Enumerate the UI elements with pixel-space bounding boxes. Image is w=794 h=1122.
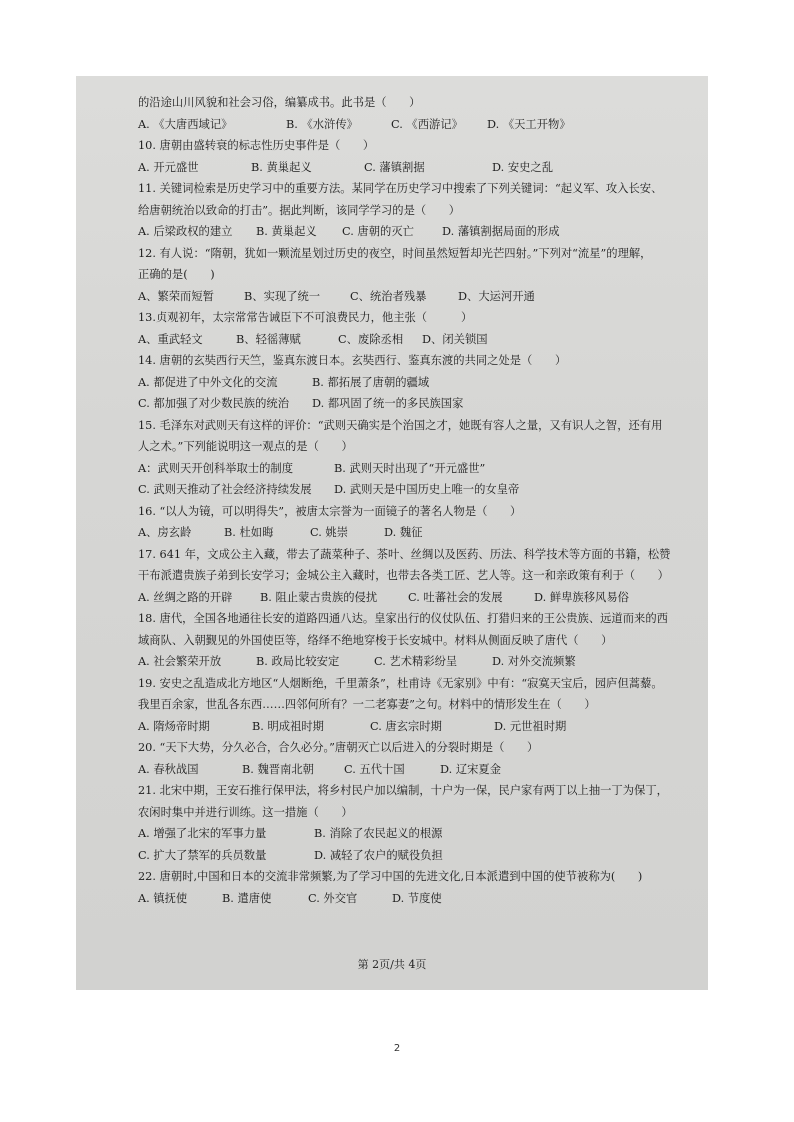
q22-option-b: B. 遣唐使 — [222, 891, 272, 905]
q17-option-d: D. 鲜卑族移风易俗 — [534, 590, 629, 604]
q19-option-d: D. 元世祖时期 — [494, 719, 567, 733]
q10-stem: 10. 唐朝由盛转衰的标志性历史事件是（ ） — [138, 139, 375, 152]
q11-option-c: C. 唐朝的灭亡 — [342, 225, 414, 238]
q12-option-d: D、大运河开通 — [458, 289, 535, 303]
q12-options — [138, 286, 698, 308]
q22-options — [138, 888, 698, 910]
q15-option-b: B. 武则天时出现了“开元盛世” — [334, 461, 486, 475]
q20-stem: 20. “天下大势，分久必合，合久必分。”唐朝灭亡以后进入的分裂时期是（ ） — [138, 741, 539, 754]
q10-option-c: C. 藩镇割据 — [364, 160, 425, 174]
q17-option-a: A. 丝绸之路的开辟 — [138, 590, 233, 604]
q11-options — [138, 221, 698, 243]
q12-option-b: B、实现了统一 — [244, 289, 321, 303]
q9-option-b: B. 《水浒传》 — [286, 117, 358, 131]
q15-options-row2 — [138, 479, 698, 501]
q18-options — [138, 651, 698, 673]
q21-stem-line1: 21. 北宋中期，王安石推行保甲法，将乡村民户加以编制，十户为一保，民户家有两丁以上抽一丁为保丁， — [138, 784, 668, 797]
q16-option-c: C. 姚崇 — [310, 526, 349, 539]
q10-options — [138, 157, 698, 179]
q19-option-b: B. 明成祖时期 — [252, 719, 324, 733]
q17-stem-line1: 17. 641 年，文成公主入藏，带去了蔬菜种子、茶叶、丝绸以及医药、历法、科学技术等方面的书籍，松赞 — [138, 547, 671, 561]
q14-option-b: B. 都拓展了唐朝的疆域 — [312, 375, 430, 389]
q16-option-a: A、房玄龄 — [138, 526, 192, 539]
q13-option-c: C、废除丞相 — [338, 332, 404, 346]
q15-option-d: D. 武则天是中国历史上唯一的女皇帝 — [334, 483, 520, 496]
document-page-number: 2 — [393, 1043, 401, 1054]
q21-options-row2 — [138, 845, 698, 867]
q10-option-b: B. 黄巢起义 — [251, 160, 312, 174]
q9-option-a: A. 《大唐西域记》 — [138, 117, 233, 131]
scanned-exam-photo — [76, 76, 708, 990]
q14-option-c: C. 都加强了对少数民族的统治 — [138, 397, 289, 410]
q21-option-c: C. 扩大了禁军的兵员数量 — [138, 848, 267, 862]
q9-options — [138, 114, 698, 136]
q22-option-d: D. 节度使 — [392, 891, 442, 905]
q15-stem-line2: 人之术。”下列能说明这一观点的是（ ） — [138, 440, 353, 453]
q18-option-a: A. 社会繁荣开放 — [138, 655, 222, 668]
q11-stem-line1: 11. 关键词检索是历史学习中的重要方法。某同学在历史学习中搜索了下列关键词：“起义军、攻入长安、 — [138, 182, 663, 195]
q20-options — [138, 759, 698, 781]
q19-option-a: A. 隋炀帝时期 — [138, 719, 210, 733]
q13-stem: 13.贞观初年，太宗常常告诫臣下不可浪费民力，他主张（ ） — [138, 311, 473, 324]
q18-option-d: D. 对外交流频繁 — [492, 655, 576, 668]
q21-option-b: B. 消除了农民起义的根源 — [314, 827, 443, 840]
q11-option-b: B. 黄巢起义 — [256, 225, 317, 238]
q15-option-a: A：武则天开创科举取士的制度 — [138, 461, 294, 475]
photo-page-footer: 第 2页/共 4页 — [357, 958, 427, 971]
q19-stem-line1: 19. 安史之乱造成北方地区“人烟断绝，千里萧条”，杜甫诗《无家别》中有：“寂寞天宝后，园庐但蒿藜。 — [138, 676, 663, 690]
q19-option-c: C. 唐玄宗时期 — [370, 719, 442, 733]
q16-option-b: B. 杜如晦 — [224, 526, 274, 539]
q21-options-row1 — [138, 823, 698, 845]
q14-option-a: A. 都促进了中外文化的交流 — [138, 375, 278, 389]
q20-option-a: A. 春秋战国 — [138, 762, 199, 776]
q19-stem-line2: 我里百余家，世乱各东西……四邻何所有？一二老寡妻”之句。材料中的情形发生在（ ） — [138, 698, 596, 711]
q11-stem-line2: 给唐朝统治以致命的打击”。据此判断，该同学学习的是（ ） — [138, 203, 461, 217]
q21-option-a: A. 增强了北宋的军事力量 — [138, 827, 267, 840]
q9-option-c: C. 《西游记》 — [391, 117, 463, 131]
q22-stem: 22. 唐朝时,中国和日本的交流非常频繁,为了学习中国的先进文化,日本派遣到中国的使节被称为( ) — [138, 870, 643, 883]
q11-option-a: A. 后梁政权的建立 — [138, 225, 233, 238]
q18-stem-line2: 域商队、入朝觐见的外国使臣等，络绎不绝地穿梭于长安城中。材料从侧面反映了唐代（ ） — [138, 633, 613, 647]
q17-options — [138, 587, 698, 609]
q15-option-c: C. 武则天推动了社会经济持续发展 — [138, 483, 312, 496]
q11-option-d: D. 藩镇割据局面的形成 — [442, 225, 560, 238]
q15-stem-line1: 15. 毛泽东对武则天有这样的评价：“武则天确实是个治国之才，她既有容人之量，又有识人之智，还有用 — [138, 418, 663, 432]
q19-options — [138, 716, 698, 738]
q12-option-a: A、繁荣而短暂 — [138, 289, 214, 303]
q14-stem: 14. 唐朝的玄奘西行天竺，鉴真东渡日本。玄奘西行、鉴真东渡的共同之处是（ ） — [138, 354, 567, 367]
q14-options-row1 — [138, 372, 698, 394]
q12-option-c: C、统治者残暴 — [350, 289, 427, 303]
q21-stem-line2: 农闲时集中并进行训练。这一措施（ ） — [138, 805, 353, 819]
q13-options — [138, 329, 698, 351]
q15-options-row1 — [138, 458, 698, 480]
q10-option-d: D. 安史之乱 — [492, 160, 554, 174]
q16-option-d: D. 魏征 — [384, 526, 423, 539]
q14-options-row2 — [138, 393, 698, 415]
q10-option-a: A. 开元盛世 — [138, 160, 199, 174]
q13-option-a: A、重武轻文 — [138, 332, 203, 346]
q20-option-d: D. 辽宋夏金 — [440, 762, 502, 776]
q17-stem-line2: 干布派遣贵族子弟到长安学习；金城公主入藏时，也带去各类工匠、艺人等。这一和亲政策有利于（ ） — [138, 569, 669, 582]
q16-stem: 16. “以人为镜，可以明得失”，被唐太宗誉为一面镜子的著名人物是（ ） — [138, 504, 522, 518]
q17-option-b: B. 阻止蒙古贵族的侵扰 — [260, 590, 378, 604]
q18-option-c: C. 艺术精彩纷呈 — [374, 655, 458, 668]
exam-questions — [138, 92, 698, 909]
q12-stem-line1: 12. 有人说：“隋朝，犹如一颗流星划过历史的夜空，时间虽然短暂却光芒四射。”下列对“流星”的理解， — [138, 246, 652, 260]
q18-option-b: B. 政局比较安定 — [256, 655, 340, 668]
q22-option-c: C. 外交官 — [308, 891, 358, 905]
q9-stem: 的沿途山川风貌和社会习俗，编纂成书。此书是（ ） — [138, 96, 421, 109]
q16-options — [138, 522, 698, 544]
q18-stem-line1: 18. 唐代，全国各地通往长安的道路四通八达。皇家出行的仪仗队伍、打猎归来的王公贵族、远道而来的西 — [138, 612, 668, 625]
q17-option-c: C. 吐蕃社会的发展 — [408, 590, 503, 604]
q20-option-b: B. 魏晋南北朝 — [242, 762, 314, 776]
q12-stem-line2: 正确的是( ) — [138, 268, 215, 281]
q22-option-a: A. 镇抚使 — [138, 891, 188, 905]
q21-option-d: D. 减轻了农户的赋役负担 — [314, 848, 443, 862]
q14-option-d: D. 都巩固了统一的多民族国家 — [312, 397, 464, 410]
q9-option-d: D. 《天工开物》 — [487, 117, 571, 131]
q20-option-c: C. 五代十国 — [344, 762, 405, 776]
q13-option-d: D、闭关锁国 — [422, 332, 488, 346]
q13-option-b: B、轻徭薄赋 — [236, 332, 301, 346]
